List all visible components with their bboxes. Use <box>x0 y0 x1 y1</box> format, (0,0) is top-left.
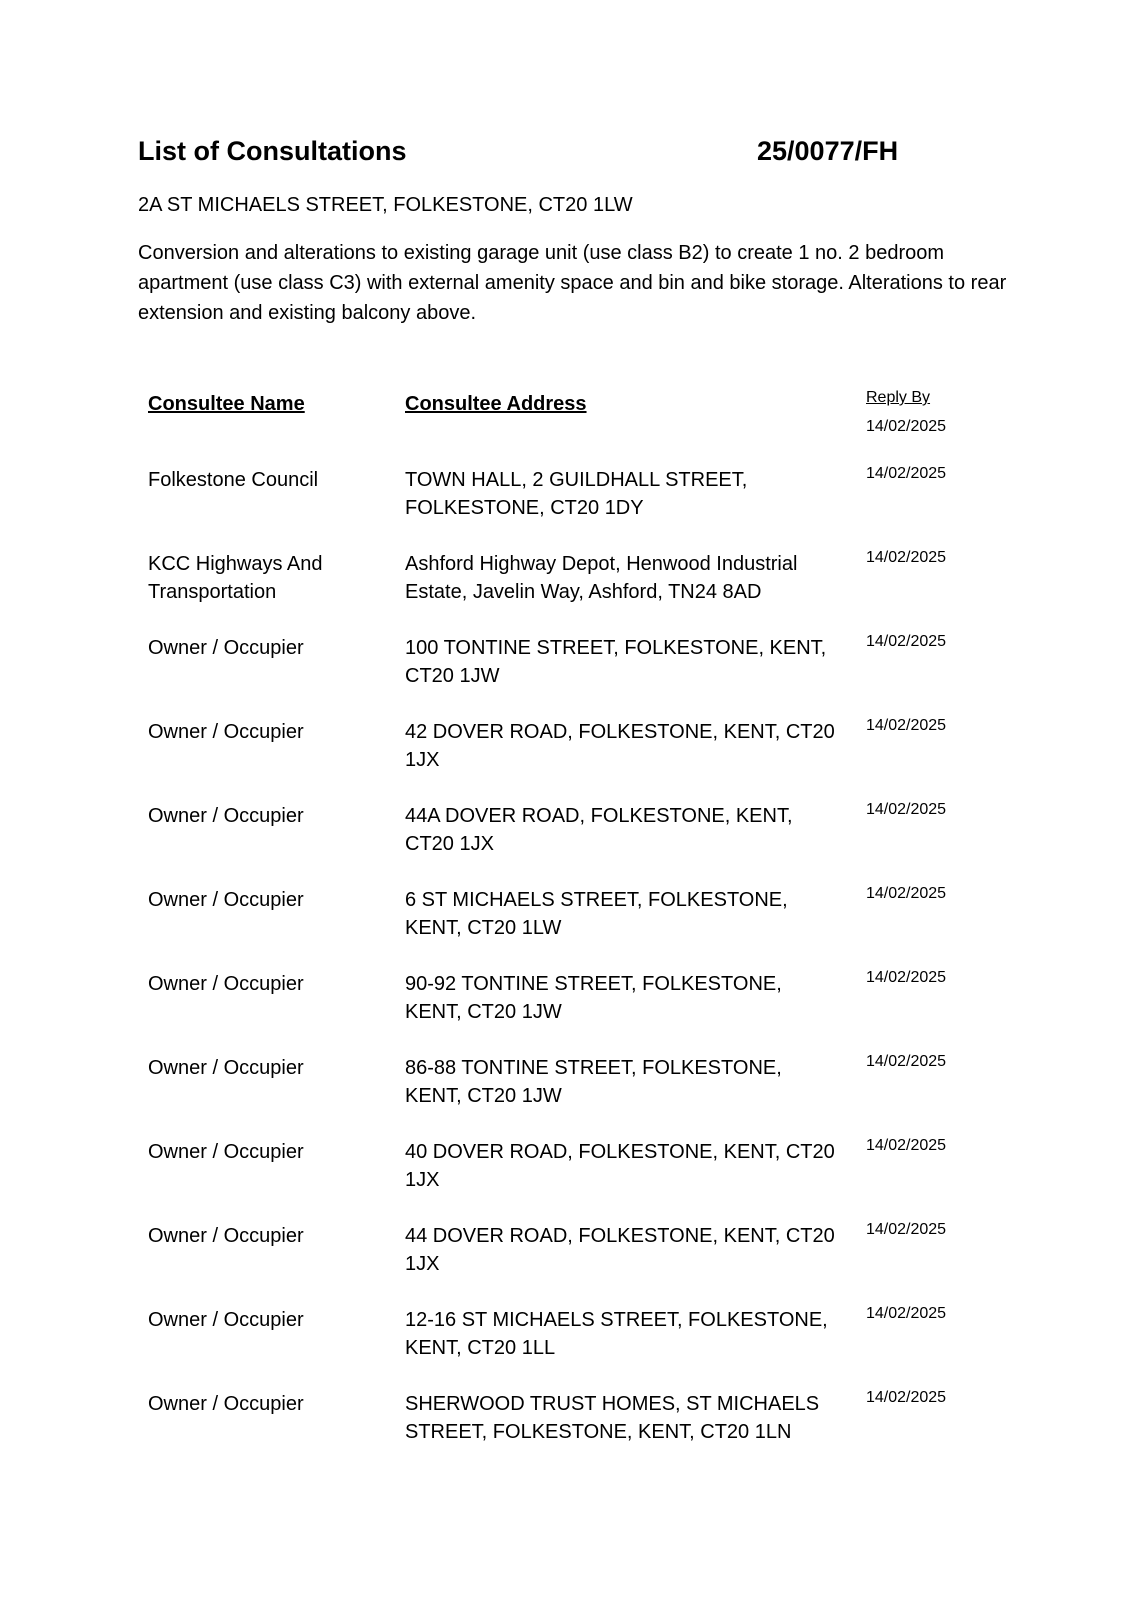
consultee-name: Folkestone Council <box>148 469 319 491</box>
consultee-address: 44 DOVER ROAD, FOLKESTONE, KENT, CT20 1JX <box>405 1225 835 1275</box>
reply-by-date: 14/02/2025 <box>866 1053 947 1070</box>
consultee-address: 44A DOVER ROAD, FOLKESTONE, KENT, CT20 1JX <box>405 805 793 855</box>
reply-by-date: 14/02/2025 <box>866 1389 947 1406</box>
table-row <box>0 466 1132 550</box>
table-row <box>0 634 1132 718</box>
table-row <box>0 550 1132 634</box>
reply-by-date: 14/02/2025 <box>866 717 947 734</box>
proposal-description: Conversion and alterations to existing garage unit (use class B2) to create 1 no. 2 bedroom apartment (use class C3) with external amenity space and bin and bike storage. Alterations to rear extension and existing balcony above. <box>138 242 1007 324</box>
consultee-name: Owner / Occupier <box>148 1393 304 1415</box>
reply-by-date: 14/02/2025 <box>866 1221 947 1238</box>
application-reference: 25/0077/FH <box>757 136 899 166</box>
consultee-address: 42 DOVER ROAD, FOLKESTONE, KENT, CT20 1JX <box>405 721 835 771</box>
table-row <box>0 1054 1132 1138</box>
consultee-address: 100 TONTINE STREET, FOLKESTONE, KENT, CT20 1JW <box>405 637 827 687</box>
consultee-address: 90-92 TONTINE STREET, FOLKESTONE, KENT, CT20 1JW <box>405 973 782 1023</box>
table-row <box>0 970 1132 1054</box>
consultee-name: Owner / Occupier <box>148 889 304 911</box>
consultee-name: KCC Highways And Transportation <box>148 553 323 603</box>
table-row <box>0 1222 1132 1306</box>
reply-by-header-date: 14/02/2025 <box>866 418 947 435</box>
consultee-name: Owner / Occupier <box>148 1225 304 1247</box>
table-row <box>0 802 1132 886</box>
consultee-name: Owner / Occupier <box>148 1057 304 1079</box>
table-row <box>0 718 1132 802</box>
consultee-address: 40 DOVER ROAD, FOLKESTONE, KENT, CT20 1JX <box>405 1141 835 1191</box>
table-row <box>0 886 1132 970</box>
consultee-name: Owner / Occupier <box>148 637 304 659</box>
reply-by-date: 14/02/2025 <box>866 549 947 566</box>
reply-by-date: 14/02/2025 <box>866 969 947 986</box>
consultee-address: TOWN HALL, 2 GUILDHALL STREET, FOLKESTONE, CT20 1DY <box>405 469 748 519</box>
consultee-name: Owner / Occupier <box>148 721 304 743</box>
consultee-address: SHERWOOD TRUST HOMES, ST MICHAELS STREET, FOLKESTONE, KENT, CT20 1LN <box>405 1393 820 1443</box>
consultee-address: 86-88 TONTINE STREET, FOLKESTONE, KENT, CT20 1JW <box>405 1057 782 1107</box>
table-row <box>0 1306 1132 1390</box>
page-title: List of Consultations <box>138 136 407 166</box>
reply-by-date: 14/02/2025 <box>866 1137 947 1154</box>
consultee-address: Ashford Highway Depot, Henwood Industrial Estate, Javelin Way, Ashford, TN24 8AD <box>405 553 798 603</box>
consultee-name: Owner / Occupier <box>148 1309 304 1331</box>
consultee-address: 12-16 ST MICHAELS STREET, FOLKESTONE, KENT, CT20 1LL <box>405 1309 828 1359</box>
column-header-reply-by: Reply By <box>866 389 931 406</box>
reply-by-date: 14/02/2025 <box>866 1305 947 1322</box>
column-header-consultee-address: Consultee Address <box>405 393 587 415</box>
reply-by-date: 14/02/2025 <box>866 801 947 818</box>
consultee-name: Owner / Occupier <box>148 1141 304 1163</box>
consultee-address: 6 ST MICHAELS STREET, FOLKESTONE, KENT, CT20 1LW <box>405 889 788 939</box>
site-address: 2A ST MICHAELS STREET, FOLKESTONE, CT20 1LW <box>138 194 633 216</box>
column-header-consultee-name: Consultee Name <box>148 393 305 415</box>
reply-by-date: 14/02/2025 <box>866 465 947 482</box>
consultee-table <box>0 466 1132 1474</box>
consultee-name: Owner / Occupier <box>148 973 304 995</box>
reply-by-date: 14/02/2025 <box>866 633 947 650</box>
table-row <box>0 1138 1132 1222</box>
table-row <box>0 1390 1132 1474</box>
consultee-name: Owner / Occupier <box>148 805 304 827</box>
reply-by-date: 14/02/2025 <box>866 885 947 902</box>
